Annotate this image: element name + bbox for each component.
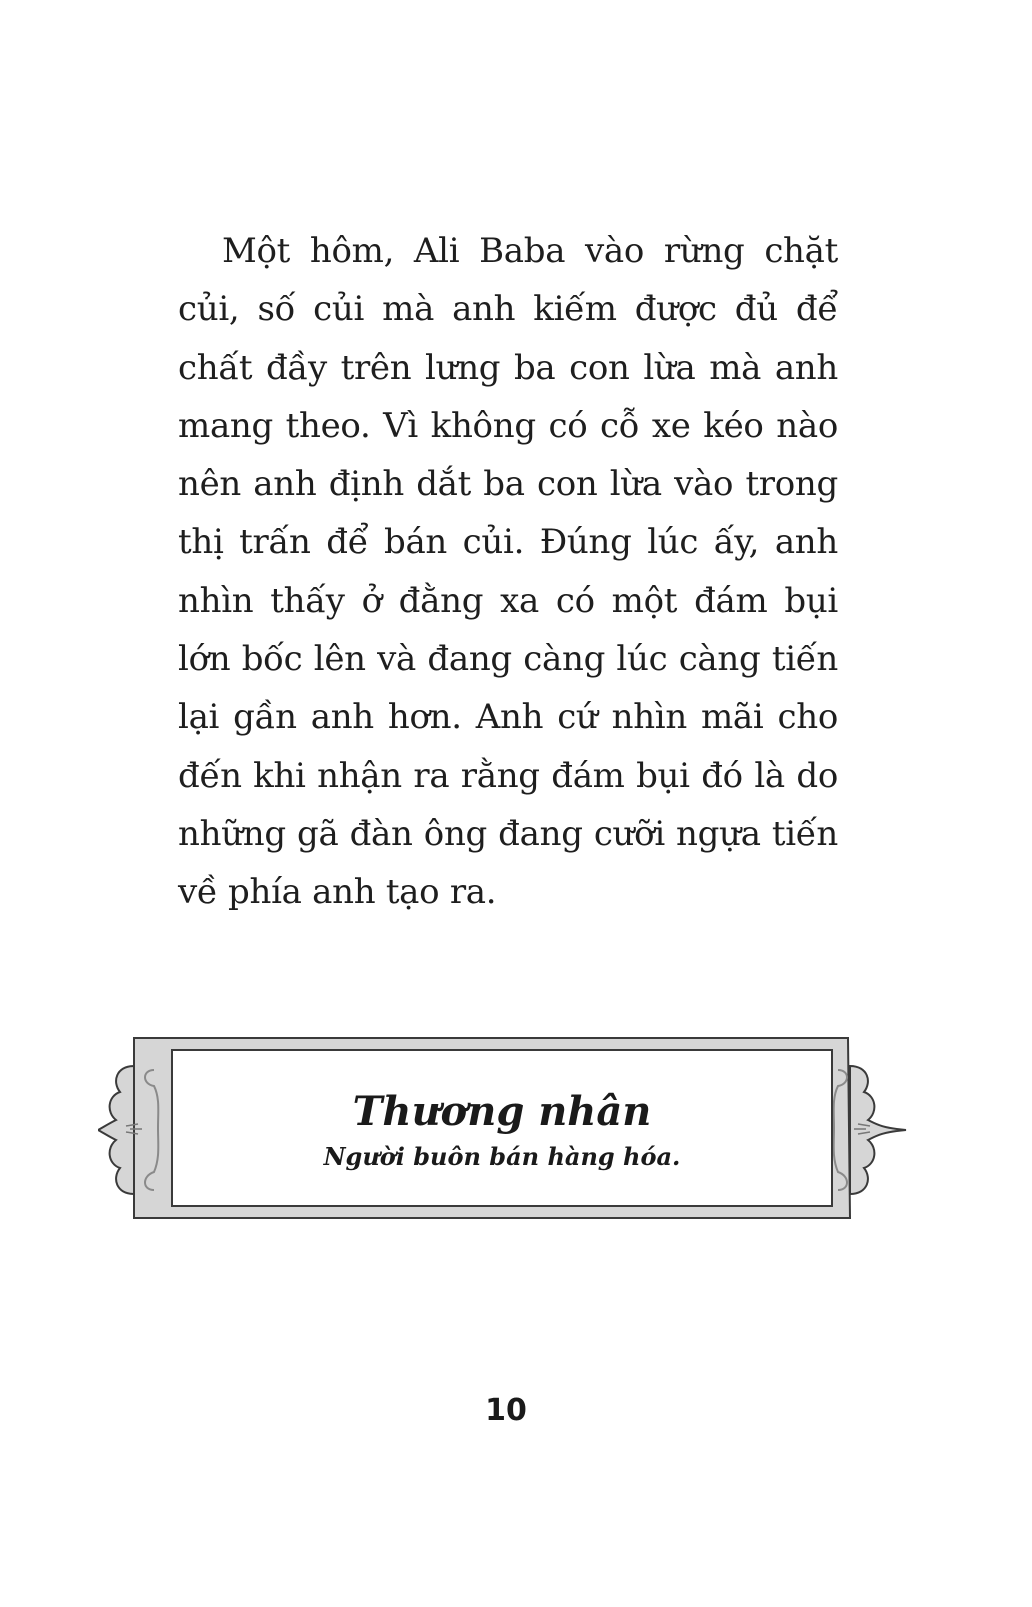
- story-line: thị trấn để bán củi. Đúng lúc ấy, anh: [178, 522, 838, 563]
- glossary-box: [98, 1032, 908, 1222]
- story-line: mang theo. Vì không có cỗ xe kéo nào: [178, 405, 838, 446]
- story-line: nhìn thấy ở đằng xa có một đám bụi: [178, 580, 838, 621]
- page-number: 10: [485, 1393, 527, 1428]
- glossary-content: [172, 1050, 832, 1206]
- glossary-definition: Người buôn bán hàng hóa.: [323, 1142, 681, 1171]
- story-line: củi, số củi mà anh kiếm được đủ để: [178, 289, 838, 330]
- glossary-term: Thương nhân: [352, 1088, 652, 1135]
- story-line: nên anh định dắt ba con lừa vào trong: [178, 464, 838, 505]
- story-line: về phía anh tạo ra.: [178, 872, 497, 913]
- story-line: chất đầy trên lưng ba con lừa mà anh: [178, 347, 838, 388]
- story-line: Một hôm, Ali Baba vào rừng chặt: [222, 231, 838, 271]
- story-line: những gã đàn ông đang cưỡi ngựa tiến: [178, 813, 838, 854]
- story-line: lại gần anh hơn. Anh cứ nhìn mãi cho: [178, 697, 838, 738]
- story-line: lớn bốc lên và đang càng lúc càng tiến: [178, 639, 838, 680]
- story-paragraph: [178, 222, 838, 922]
- story-line: đến khi nhận ra rằng đám bụi đó là do: [178, 755, 838, 796]
